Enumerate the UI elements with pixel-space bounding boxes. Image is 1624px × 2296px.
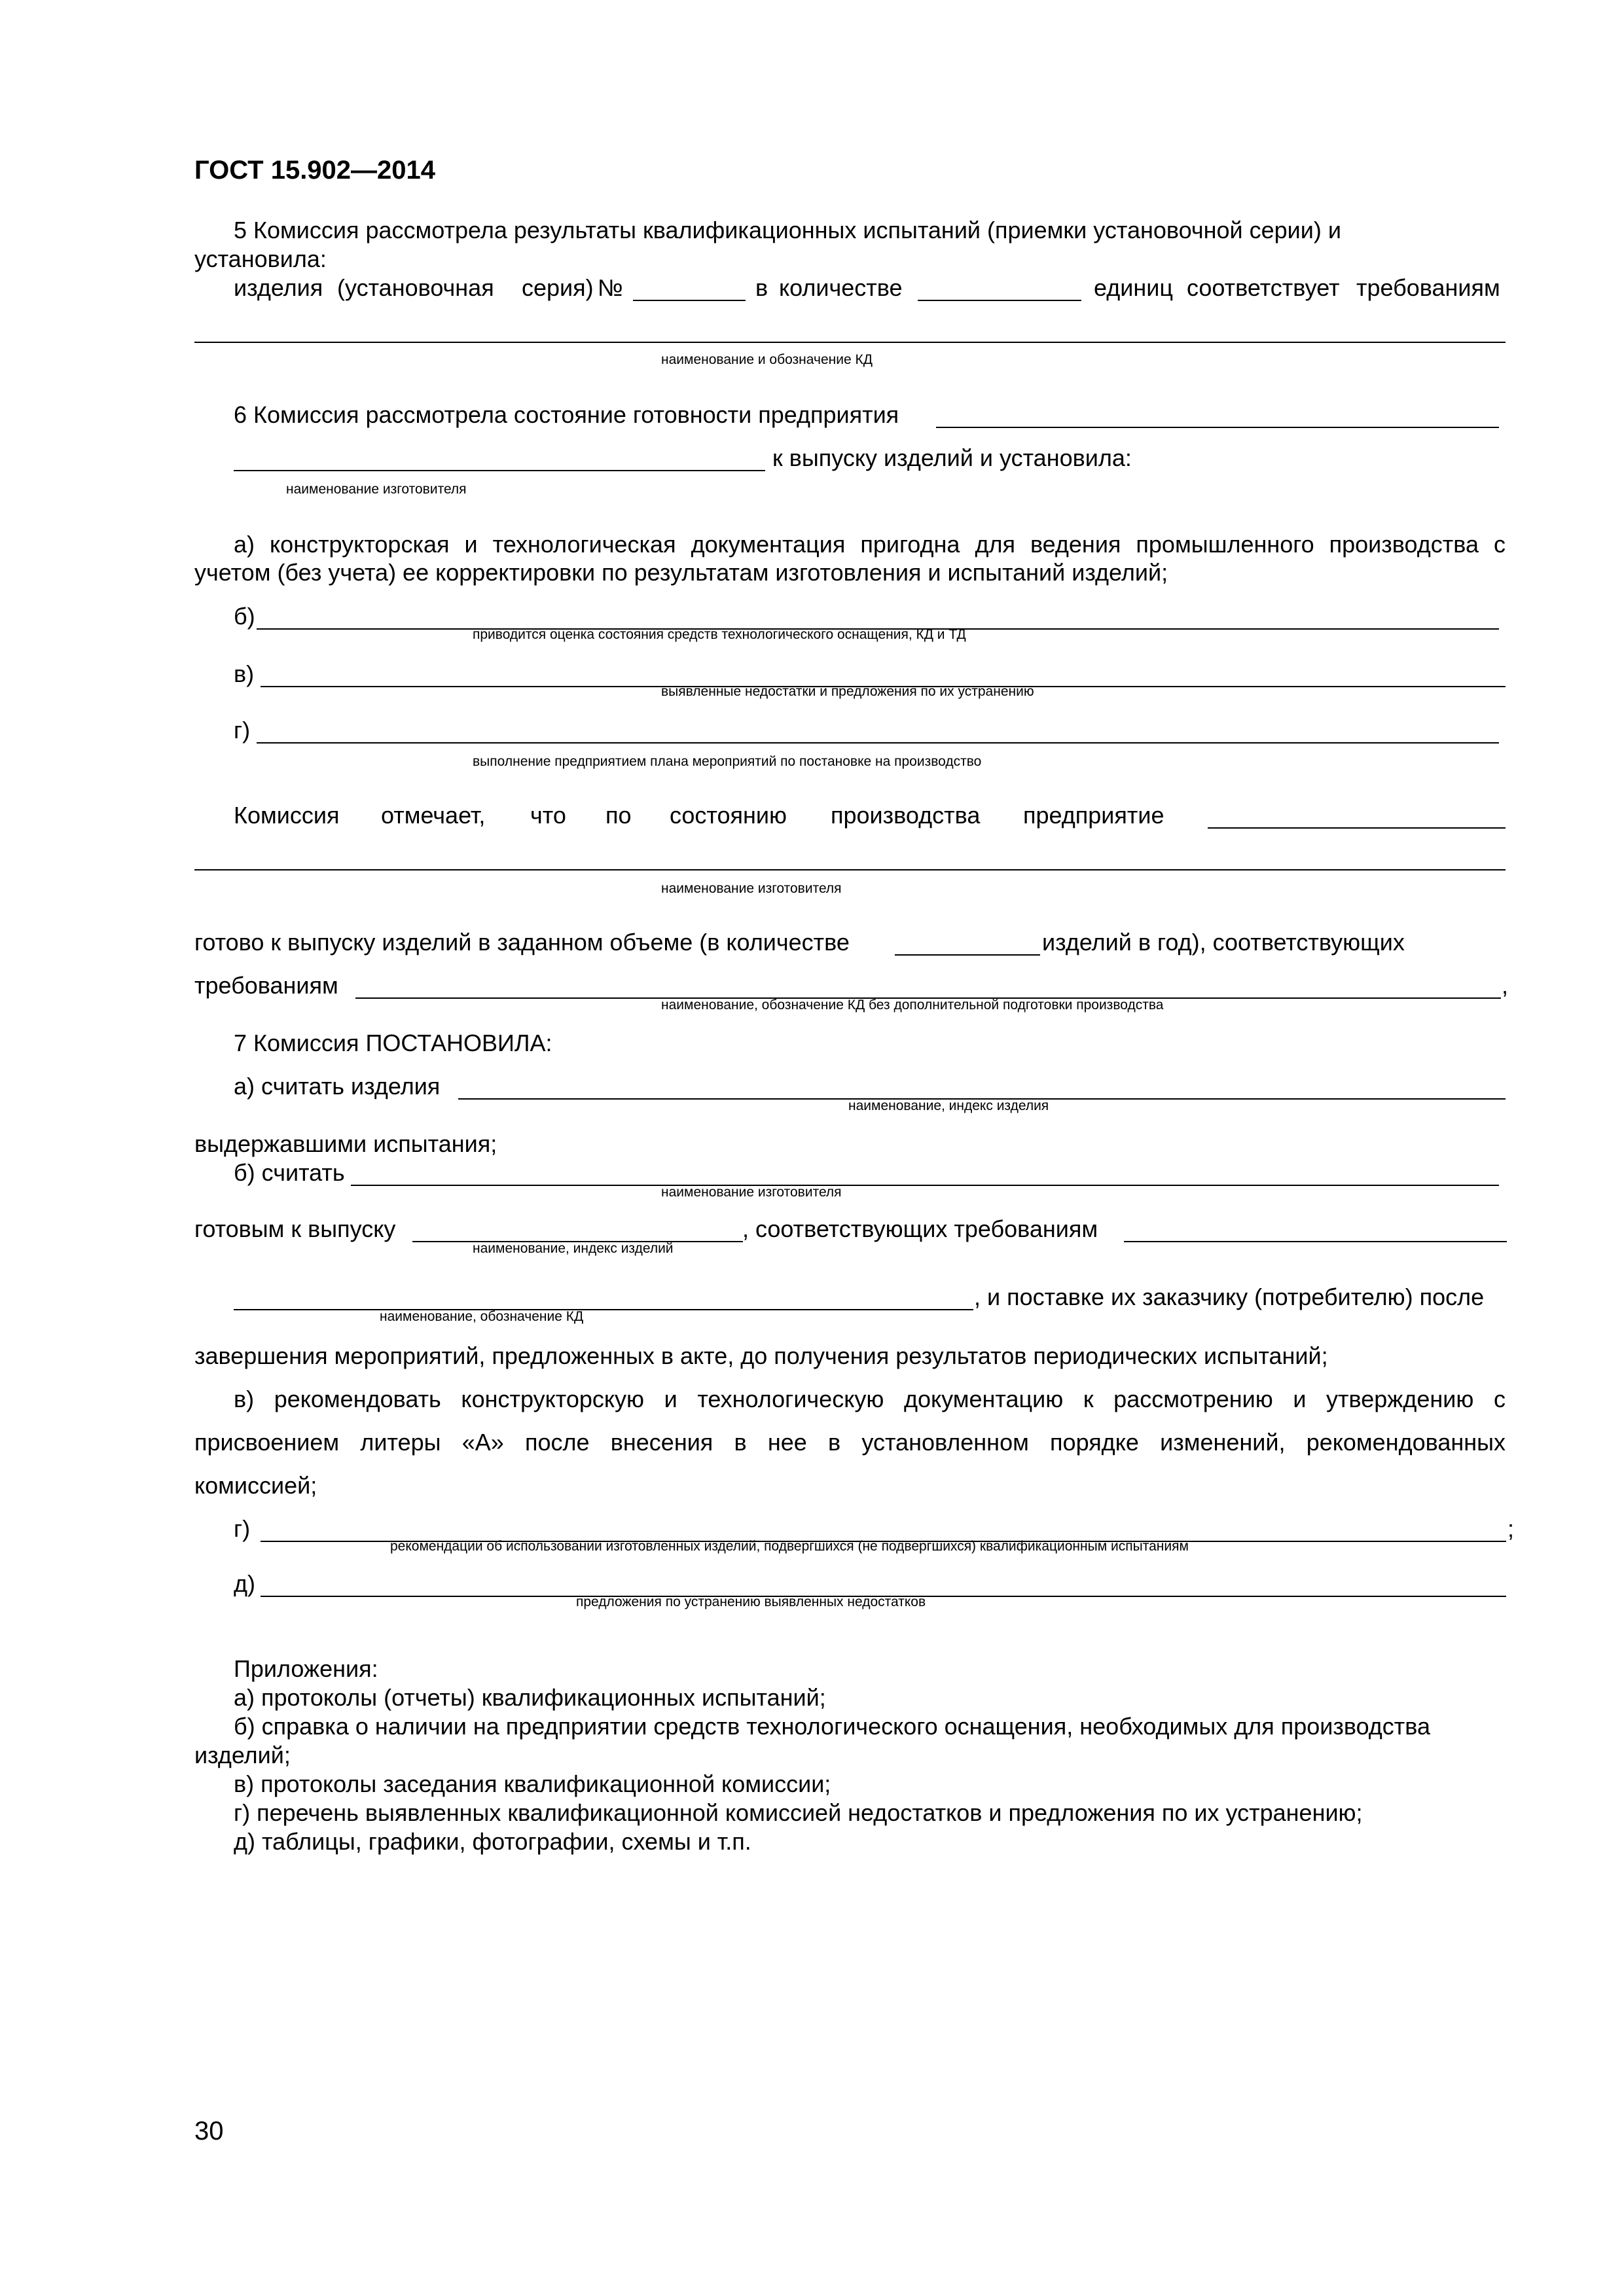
section-7-a-label: а) считать изделия xyxy=(234,1073,441,1100)
section-7-b-label: б) считать xyxy=(234,1159,345,1186)
note-manufacturer-caption: наименование изготовителя xyxy=(661,881,842,896)
section-7-a-continuation: выдержавшими испытания; xyxy=(194,1130,497,1157)
appendix-item: в) протоколы заседания квалификационной комиссии; xyxy=(234,1770,831,1797)
commission-note-row: Комиссия отмечает, что по состоянию производства предприятие xyxy=(234,801,1506,830)
ready-to-produce-label: готовым к выпуску xyxy=(194,1215,396,1242)
section-7-d-caption: предложения по устранению выявленных недостатков xyxy=(576,1594,926,1609)
commission-note-field[interactable] xyxy=(1208,827,1506,829)
section-7-g-label: г) xyxy=(234,1515,251,1542)
manufacturer-name-field[interactable] xyxy=(234,470,765,471)
section-6-b-caption: приводится оценка состояния средств технологического оснащения, КД и ТД xyxy=(473,627,966,642)
series-number-field[interactable] xyxy=(633,300,746,301)
annual-quantity-field[interactable] xyxy=(895,954,1040,956)
section-6-line-1: 6 Комиссия рассмотрела состояние готовности предприятия xyxy=(234,401,899,428)
note-manufacturer-field[interactable] xyxy=(194,869,1506,870)
section-5-line-2: установила: xyxy=(194,245,327,272)
section-7-d-label: д) xyxy=(234,1570,255,1597)
delivery-line-end: , и поставке их заказчику (потребителю) после xyxy=(974,1283,1485,1310)
completion-line: завершения мероприятий, предложенных в акте, до получения результатов периодических испытаний; xyxy=(194,1342,1328,1369)
appendix-title: Приложения: xyxy=(234,1655,378,1682)
ready-line-end: изделий в год), соответствующих xyxy=(1042,929,1405,956)
section-6-v-caption: выявленные недостатки и предложения по их устранению xyxy=(661,684,1034,699)
requirements-label: требованиям xyxy=(194,972,338,999)
section-6-a-line-2: учетом (без учета) ее корректировки по результатам изготовления и испытаний изделий; xyxy=(194,559,1168,586)
section-7-v-line-3: комиссией; xyxy=(194,1472,317,1499)
section-6-g-field[interactable] xyxy=(257,742,1499,744)
delivery-kd-caption: наименование, обозначение КД xyxy=(380,1309,584,1324)
appendix-item: изделий; xyxy=(194,1742,291,1768)
page-number: 30 xyxy=(194,2117,224,2145)
section-7-b-field[interactable] xyxy=(351,1185,1499,1186)
appendix-item: б) справка о наличии на предприятии средств технологического оснащения, необходимых для производства xyxy=(234,1713,1431,1740)
ready-products-caption: наименование, индекс изделий xyxy=(473,1241,674,1256)
appendix-item: г) перечень выявленных квалификационной комиссией недостатков и предложения по их устранению; xyxy=(234,1799,1363,1826)
section-5-products-row: изделия (установочная серия) № в количестве единиц соответствует требованиям xyxy=(234,274,1500,301)
document-header: ГОСТ 15.902—2014 xyxy=(194,156,436,185)
section-6-b-label: б) xyxy=(234,603,255,630)
kd-name-field[interactable] xyxy=(194,342,1506,343)
kd-name-caption: наименование и обозначение КД xyxy=(661,352,873,367)
section-7-v-line-1: в) рекомендовать конструкторскую и технологическую документацию к рассмотрению и утверждению с xyxy=(234,1386,1506,1412)
delivery-kd-field[interactable] xyxy=(234,1309,973,1310)
section-7-a-caption: наименование, индекс изделия xyxy=(848,1098,1049,1113)
manufacturer-name-caption: наименование изготовителя xyxy=(286,482,467,497)
ready-requirements-label: , соответствующих требованиям xyxy=(742,1215,1098,1242)
appendix-item: д) таблицы, графики, фотографии, схемы и т.п. xyxy=(234,1828,751,1855)
section-7-title: 7 Комиссия ПОСТАНОВИЛА: xyxy=(234,1030,552,1056)
ready-line-start: готово к выпуску изделий в заданном объеме (в количестве xyxy=(194,929,850,956)
section-7-v-line-2: присвоением литеры «А» после внесения в нее в установленном порядке изменений, рекомендованных xyxy=(194,1429,1506,1456)
section-7-g-end: ; xyxy=(1507,1515,1515,1542)
section-7-b-caption: наименование изготовителя xyxy=(661,1185,842,1200)
ready-requirements-field[interactable] xyxy=(1124,1241,1507,1242)
section-6-g-label: г) xyxy=(234,717,251,744)
section-6-line-2: к выпуску изделий и установила: xyxy=(772,444,1132,471)
section-6-g-caption: выполнение предприятием плана мероприятий по постановке на производство xyxy=(473,754,982,769)
quantity-field[interactable] xyxy=(918,300,1081,301)
requirements-caption: наименование, обозначение КД без дополнительной подготовки производства xyxy=(661,997,1164,1013)
appendix-item: а) протоколы (отчеты) квалификационных испытаний; xyxy=(234,1684,826,1711)
section-7-g-caption: рекомендации об использовании изготовленных изделий, подвергшихся (не подвергшихся) квалификационным испытаниям xyxy=(390,1539,1189,1554)
section-5-line-1: 5 Комиссия рассмотрела результаты квалификационных испытаний (приемки установочной серии) и xyxy=(234,217,1341,243)
enterprise-name-field[interactable] xyxy=(936,427,1499,428)
requirements-comma: , xyxy=(1502,972,1509,999)
section-6-a-line-1: а) конструкторская и технологическая документация пригодна для ведения промышленного производства с xyxy=(234,531,1506,558)
section-6-v-label: в) xyxy=(234,660,255,687)
